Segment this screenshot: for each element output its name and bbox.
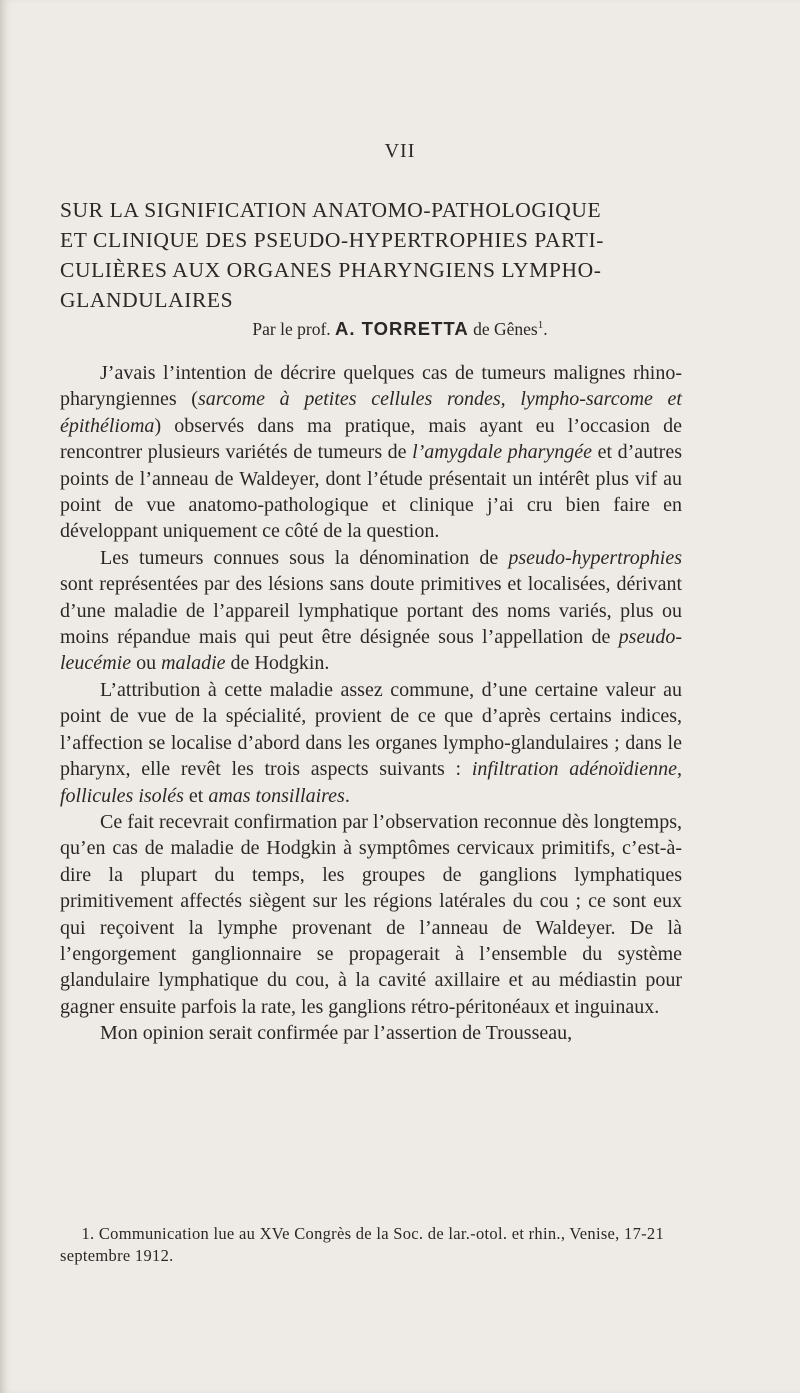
byline-prefix: Par le prof. — [252, 319, 331, 339]
title-line: SUR LA SIGNIFICATION ANATOMO-PATHOLOGIQUE — [60, 198, 602, 222]
italic-term: l’amygdale pharyngée — [412, 441, 593, 464]
text-run: de Hodgkin. — [225, 652, 330, 675]
author-name: A. TORRETTA — [335, 318, 469, 339]
title-line: CULIÈRES AUX ORGANES PHARYNGIENS LYMPHO- — [60, 258, 602, 282]
footnote-mark: 1 — [537, 319, 544, 332]
body-text — [60, 360, 682, 1047]
italic-term: maladie — [161, 652, 226, 675]
text-run: J’avais l’intention de décrire quelques cas de tumeurs malignes rhino-pharyngiennes ( — [60, 362, 682, 411]
italic-term: amas tonsillaires — [208, 784, 345, 807]
footnote — [60, 1223, 682, 1267]
italic-term: infiltration adénoïdienne — [471, 758, 677, 781]
italic-term: sarcome à petites cellules rondes, lympho-sarcome et épithélioma — [60, 388, 682, 437]
text-run: ou — [131, 652, 162, 675]
title-line: GLANDULAIRES — [60, 288, 234, 312]
chapter-number: VII — [384, 140, 416, 162]
text-run: Les tumeurs connues sous la dénomination de — [100, 546, 509, 569]
italic-term: pseudo-leucémie — [60, 626, 682, 675]
text-run: . — [344, 784, 350, 807]
article-title — [60, 195, 720, 315]
text-run: sont représentées par des lésions sans doute primitives et localisées, dérivant d’une maladie de l’appareil lymphatique portant des noms variés, plus ou moins répandue mais qui peut être désignée sous l’appellation de — [60, 573, 682, 649]
text-run: L’attribution à cette maladie assez commune, d’une certaine valeur au point de vue de la spécialité, provient de ce que d’après certains indices, l’affection se localise d’abord dans les organes lympho-glandulaires ; dans le pharynx, elle revêt les trois aspects suivants : — [60, 678, 682, 781]
italic-term: follicules isolés — [60, 784, 184, 807]
byline — [0, 318, 800, 340]
paragraph-1 — [60, 360, 682, 545]
byline-end: . — [543, 319, 548, 339]
text-run: et — [183, 784, 209, 807]
text-run: ) observés dans ma pratique, mais ayant eu l’occasion de rencontrer plusieurs variétés de tumeurs de — [60, 414, 682, 464]
text-run: , — [677, 758, 682, 781]
byline-suffix: de Gênes — [473, 319, 538, 339]
paragraph-2 — [60, 545, 682, 677]
paragraph-3 — [60, 677, 682, 809]
paragraph-5: Mon opinion serait confirmée par l’assertion de Trousseau, — [100, 1022, 573, 1045]
title-line: ET CLINIQUE DES PSEUDO-HYPERTROPHIES PARTI- — [60, 228, 605, 252]
paragraph-4: Ce fait recevrait confirmation par l’observation reconnue dès longtemps, qu’en cas de maladie de Hodgkin à symptômes cervicaux primitifs, c’est-à-dire la plupart du temps, les groupes de ganglions lymphatiques primitivement affectés siègent sur les régions latérales du cou ; ce sont eux qui reçoivent la lymphe provenant de l’anneau de Waldeyer. De là l’engorgement ganglionnaire se propagerait à l’ensemble du système glandulaire lymphatique du cou, à la cavité axillaire et au médiastin pour gagner ensuite parfois la rate, les ganglions rétro-péritonéaux et inguinaux. — [60, 810, 682, 1018]
italic-term: pseudo-hypertrophies — [508, 546, 682, 569]
footnote-text: 1. Communication lue au XVe Congrès de la Soc. de lar.-otol. et rhin., Venise, 17-21 septembre 1912. — [60, 1224, 665, 1265]
text-run: et d’autres points de l’anneau de Waldeyer, dont l’étude présentait un intérêt plus vif au point de vue anatomo-pathologique et clinique j’ai cru bien faire en développant uniquement ce côté de la question. — [60, 441, 683, 543]
